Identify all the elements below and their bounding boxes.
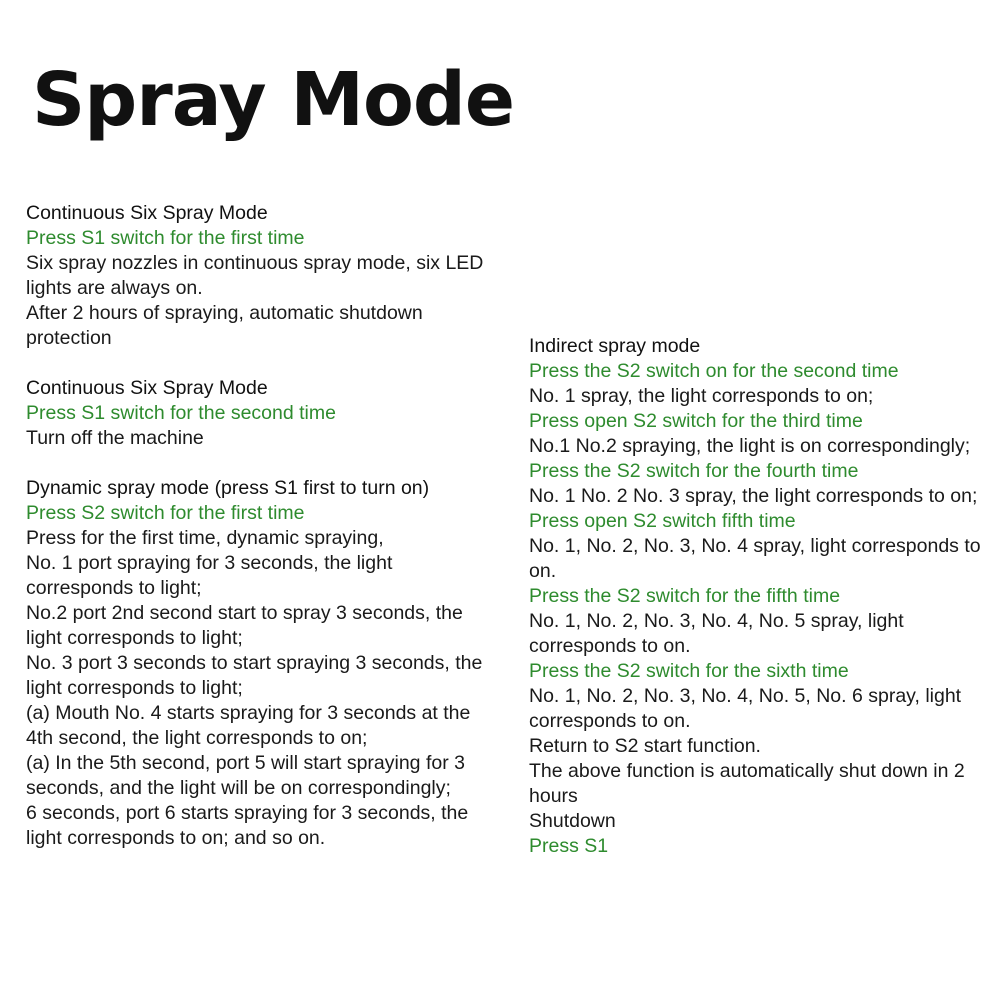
action-instruction: Press open S2 switch for the third time — [529, 410, 863, 432]
action-instruction: Press S1 switch for the first time — [26, 227, 305, 249]
description-line: Six spray nozzles in continuous spray mode, six LED lights are always on. — [26, 252, 484, 299]
action-instruction: Press S1 switch for the second time — [26, 402, 336, 424]
section-heading: Continuous Six Spray Mode — [26, 377, 268, 399]
shutdown-label: Shutdown — [529, 810, 616, 832]
description-line: No. 1, No. 2, No. 3, No. 4 spray, light corresponds to on. — [529, 535, 981, 582]
action-instruction: Press the S2 switch for the sixth time — [529, 660, 849, 682]
description-line: No. 1, No. 2, No. 3, No. 4, No. 5, No. 6 spray, light corresponds to on. — [529, 685, 962, 732]
description-line: No. 3 port 3 seconds to start spraying 3 seconds, the light corresponds to light; — [26, 652, 483, 699]
description-line: After 2 hours of spraying, automatic shutdown protection — [26, 302, 423, 349]
section-heading: Indirect spray mode — [529, 335, 701, 357]
description-line: Turn off the machine — [26, 427, 204, 449]
description-line: (a) Mouth No. 4 starts spraying for 3 seconds at the 4th second, the light corresponds to on; — [26, 702, 471, 749]
description-line: No.2 port 2nd second start to spray 3 seconds, the light corresponds to light; — [26, 602, 463, 649]
return-note: Return to S2 start function. — [529, 735, 761, 757]
section-continuous-first — [26, 201, 484, 351]
section-heading: Dynamic spray mode (press S1 first to turn on) — [26, 477, 430, 499]
left-column — [26, 201, 484, 876]
action-instruction: Press the S2 switch for the fourth time — [529, 460, 859, 482]
auto-shutdown-note: The above function is automatically shut down in 2 hours — [529, 760, 965, 807]
action-instruction: Press open S2 switch fifth time — [529, 510, 796, 532]
section-heading: Continuous Six Spray Mode — [26, 202, 268, 224]
action-instruction: Press S2 switch for the first time — [26, 502, 305, 524]
description-line: 6 seconds, port 6 starts spraying for 3 seconds, the light corresponds to on; and so on. — [26, 802, 469, 849]
shutdown-action: Press S1 — [529, 835, 609, 857]
action-instruction: Press the S2 switch on for the second time — [529, 360, 899, 382]
page-title: Spray Mode — [32, 57, 515, 143]
description-line: (a) In the 5th second, port 5 will start spraying for 3 seconds, and the light will be on correspondingly; — [26, 752, 465, 799]
description-line: No. 1 port spraying for 3 seconds, the light corresponds to light; — [26, 552, 393, 599]
section-continuous-second — [26, 376, 484, 451]
description-line: No.1 No.2 spraying, the light is on correspondingly; — [529, 435, 971, 457]
action-instruction: Press the S2 switch for the fifth time — [529, 585, 841, 607]
right-column — [529, 334, 991, 859]
description-line: No. 1 No. 2 No. 3 spray, the light corresponds to on; — [529, 485, 978, 507]
description-line: No. 1, No. 2, No. 3, No. 4, No. 5 spray, light corresponds to on. — [529, 610, 904, 657]
description-line: Press for the first time, dynamic spraying, — [26, 527, 384, 549]
description-line: No. 1 spray, the light corresponds to on; — [529, 385, 874, 407]
section-dynamic-spray — [26, 476, 484, 851]
